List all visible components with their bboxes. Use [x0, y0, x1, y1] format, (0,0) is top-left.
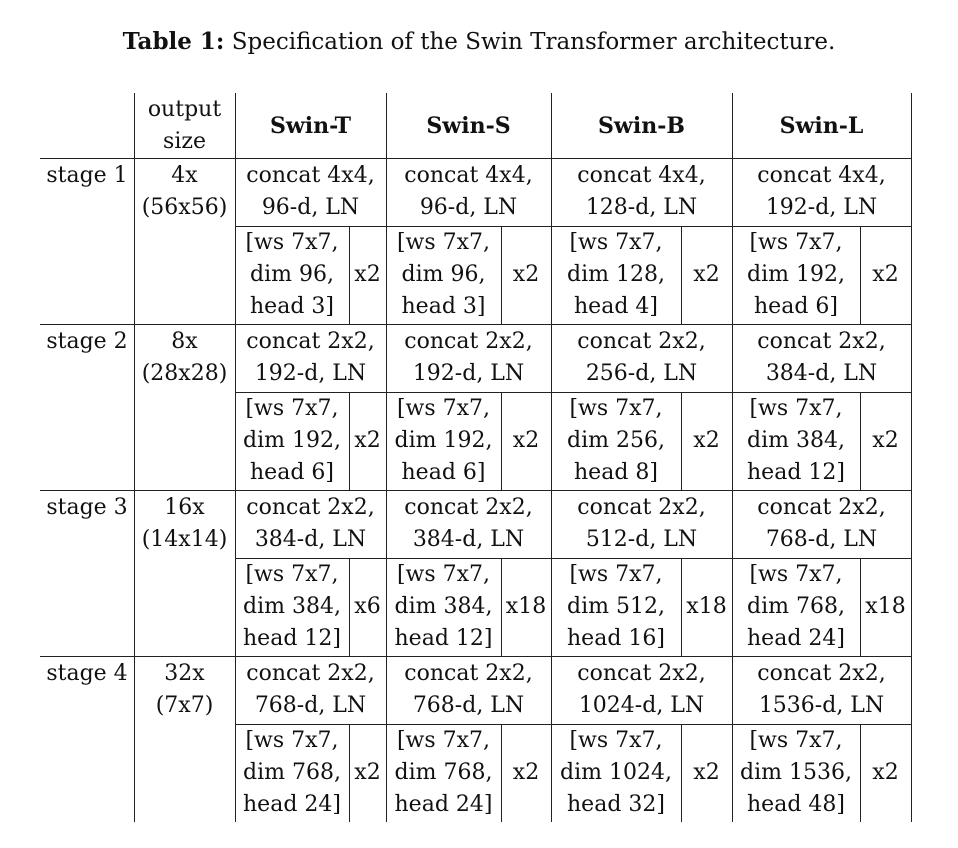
block-repetition — [501, 226, 551, 324]
swin-block-config-line: head 32] — [567, 792, 665, 817]
swin-block-config-line: dim 1024, — [560, 760, 672, 785]
swin-block-config-line: dim 1536, — [740, 760, 852, 785]
patch-merging-cell — [732, 324, 911, 392]
block-repetition-line: x2 — [354, 760, 381, 785]
caption-text: Specification of the Swin Transformer architecture. — [231, 29, 836, 55]
swin-block-config-line: dim 256, — [567, 428, 665, 453]
swin-block-config-line: dim 128, — [567, 262, 665, 287]
repetition-divider — [349, 392, 350, 490]
swin-block-config-line: head 12] — [747, 460, 845, 485]
block-repetition-line: x18 — [686, 594, 727, 619]
block-repetition-line: x18 — [505, 594, 547, 619]
swin-block-config-line: [ws 7x7, — [245, 396, 339, 421]
swin-block-config-line: head 8] — [574, 460, 658, 485]
swin-block-config-line: head 3] — [250, 294, 334, 319]
repetition-divider — [501, 724, 502, 822]
caption-label: Table 1: — [122, 28, 225, 55]
patch-merging-cell-line: concat 2x2, — [577, 661, 706, 686]
swin-block-config-line: [ws 7x7, — [749, 396, 843, 421]
patch-merging-cell-line: concat 2x2, — [404, 661, 533, 686]
patch-merging-cell — [551, 158, 732, 226]
swin-block-config-line: dim 768, — [394, 760, 493, 785]
block-repetition-line: x2 — [693, 760, 720, 785]
header-swin-t — [235, 93, 386, 158]
stage-output-size-line: 8x — [171, 329, 198, 354]
swin-block-config-line: dim 384, — [747, 428, 845, 453]
stage-output-size-line: 4x — [171, 163, 198, 188]
swin-block-config-line: [ws 7x7, — [245, 230, 339, 255]
stage-label-line: stage 4 — [46, 661, 128, 686]
column-rule — [134, 93, 135, 822]
stage-output-size — [134, 490, 235, 656]
block-repetition — [860, 392, 911, 490]
header-output-size-line: output — [147, 96, 222, 122]
repetition-divider — [860, 392, 861, 490]
header-output-size — [134, 93, 235, 158]
patch-merging-cell-line: concat 2x2, — [577, 329, 706, 354]
block-repetition-line: x2 — [354, 428, 381, 453]
stage-output-size — [134, 656, 235, 822]
patch-merging-cell-line: 384-d, LN — [254, 527, 367, 552]
swin-block-config-line: head 6] — [250, 460, 334, 485]
block-repetition — [349, 724, 386, 822]
swin-block-config-line: [ws 7x7, — [569, 562, 663, 587]
swin-block-config-line: head 24] — [243, 792, 341, 817]
swin-block-config-line: head 6] — [754, 294, 838, 319]
patch-merging-cell-line: 96-d, LN — [261, 195, 360, 220]
stage-label-line: stage 1 — [46, 163, 128, 188]
swin-block-config-line: dim 96, — [250, 262, 334, 287]
stage-output-size-line: 32x — [164, 661, 205, 686]
patch-merging-cell-line: 768-d, LN — [412, 693, 525, 718]
repetition-divider — [681, 392, 682, 490]
swin-block-config-line: [ws 7x7, — [245, 728, 339, 753]
column-rule — [911, 93, 912, 822]
stage-label — [40, 158, 134, 324]
patch-merging-cell-line: 192-d, LN — [765, 195, 878, 220]
repetition-divider — [860, 558, 861, 656]
patch-merging-cell — [386, 324, 551, 392]
patch-merging-cell-line: 96-d, LN — [419, 195, 518, 220]
swin-block-config-line: dim 768, — [243, 760, 341, 785]
swin-block-config-line: head 12] — [394, 626, 493, 651]
stage-rule — [40, 158, 911, 159]
block-repetition — [349, 226, 386, 324]
swin-block-config-line: head 6] — [401, 460, 486, 485]
repetition-divider — [349, 724, 350, 822]
patch-merging-cell-line: 192-d, LN — [412, 361, 525, 386]
repetition-divider — [681, 226, 682, 324]
block-repetition-line: x6 — [354, 594, 381, 619]
patch-merging-cell-line: concat 4x4, — [577, 163, 706, 188]
merge-rule — [235, 558, 911, 559]
stage-label — [40, 656, 134, 822]
repetition-divider — [501, 392, 502, 490]
block-repetition — [860, 226, 911, 324]
patch-merging-cell — [386, 656, 551, 724]
patch-merging-cell-line: 192-d, LN — [254, 361, 367, 386]
swin-block-config-line: dim 96, — [401, 262, 486, 287]
swin-block-config-line: head 16] — [567, 626, 665, 651]
block-repetition-line: x2 — [693, 262, 720, 287]
column-rule — [551, 93, 552, 822]
swin-block-config-line: head 24] — [394, 792, 493, 817]
stage-output-size-line: (7x7) — [155, 693, 214, 718]
block-repetition-line: x2 — [693, 428, 720, 453]
patch-merging-cell-line: concat 2x2, — [246, 495, 375, 520]
merge-rule — [235, 226, 911, 227]
merge-rule — [235, 724, 911, 725]
swin-block-config-line: dim 384, — [394, 594, 493, 619]
swin-block-config-line: dim 192, — [243, 428, 341, 453]
stage-output-size-line: (28x28) — [141, 361, 228, 386]
block-repetition — [349, 558, 386, 656]
block-repetition-line: x18 — [865, 594, 906, 619]
swin-block-config — [732, 392, 860, 490]
header-swin-l-line: Swin-L — [779, 112, 864, 139]
block-repetition-line: x2 — [512, 428, 540, 453]
column-rule — [386, 93, 387, 822]
patch-merging-cell-line: 384-d, LN — [765, 361, 878, 386]
block-repetition — [860, 724, 911, 822]
swin-block-config-line: [ws 7x7, — [569, 728, 663, 753]
swin-block-config-line: head 3] — [401, 294, 486, 319]
patch-merging-cell-line: 768-d, LN — [254, 693, 367, 718]
block-repetition — [681, 392, 732, 490]
repetition-divider — [501, 558, 502, 656]
patch-merging-cell — [235, 656, 386, 724]
column-rule — [732, 93, 733, 822]
block-repetition-line: x2 — [872, 262, 899, 287]
stage-output-size-line: (14x14) — [141, 527, 228, 552]
column-rule — [235, 93, 236, 822]
swin-block-config-line: [ws 7x7, — [396, 562, 491, 587]
swin-block-config — [551, 392, 681, 490]
stage-label — [40, 490, 134, 656]
patch-merging-cell-line: 1024-d, LN — [578, 693, 705, 718]
swin-block-config-line: [ws 7x7, — [396, 230, 491, 255]
patch-merging-cell — [551, 490, 732, 558]
block-repetition-line: x2 — [354, 262, 381, 287]
swin-block-config — [732, 226, 860, 324]
swin-block-config-line: dim 768, — [747, 594, 845, 619]
patch-merging-cell-line: concat 2x2, — [757, 329, 886, 354]
patch-merging-cell-line: 256-d, LN — [585, 361, 698, 386]
repetition-divider — [349, 226, 350, 324]
patch-merging-cell — [551, 656, 732, 724]
patch-merging-cell-line: concat 4x4, — [757, 163, 886, 188]
repetition-divider — [349, 558, 350, 656]
block-repetition — [860, 558, 911, 656]
patch-merging-cell-line: 768-d, LN — [765, 527, 878, 552]
merge-rule — [235, 392, 911, 393]
stage-label — [40, 324, 134, 490]
swin-block-config-line: dim 384, — [243, 594, 341, 619]
repetition-divider — [501, 226, 502, 324]
patch-merging-cell-line: 1536-d, LN — [758, 693, 885, 718]
swin-block-config-line: dim 512, — [567, 594, 665, 619]
swin-block-config — [732, 724, 860, 822]
patch-merging-cell — [551, 324, 732, 392]
header-swin-b-line: Swin-B — [598, 112, 685, 139]
swin-block-config-line: [ws 7x7, — [396, 396, 491, 421]
block-repetition-line: x2 — [872, 428, 899, 453]
repetition-divider — [681, 724, 682, 822]
patch-merging-cell — [235, 324, 386, 392]
patch-merging-cell — [732, 158, 911, 226]
swin-block-config-line: [ws 7x7, — [749, 728, 843, 753]
header-swin-t-line: Swin-T — [269, 112, 352, 139]
repetition-divider — [860, 724, 861, 822]
swin-block-config — [386, 558, 501, 656]
stage-output-size — [134, 158, 235, 324]
patch-merging-cell-line: concat 2x2, — [404, 329, 533, 354]
block-repetition — [681, 226, 732, 324]
patch-merging-cell — [732, 656, 911, 724]
block-repetition — [349, 392, 386, 490]
swin-block-config-line: [ws 7x7, — [749, 230, 843, 255]
repetition-divider — [860, 226, 861, 324]
swin-block-config-line: head 4] — [574, 294, 658, 319]
swin-block-config-line: head 48] — [747, 792, 845, 817]
block-repetition — [501, 558, 551, 656]
stage-output-size — [134, 324, 235, 490]
swin-block-config — [551, 724, 681, 822]
swin-block-config — [732, 558, 860, 656]
patch-merging-cell-line: concat 2x2, — [246, 661, 375, 686]
stage-label-line: stage 2 — [46, 329, 128, 354]
patch-merging-cell-line: 384-d, LN — [412, 527, 525, 552]
header-swin-s-line: Swin-S — [426, 112, 511, 139]
patch-merging-cell-line: concat 2x2, — [404, 495, 533, 520]
patch-merging-cell-line: 128-d, LN — [585, 195, 698, 220]
header-swin-s — [386, 93, 551, 158]
swin-block-config-line: head 12] — [243, 626, 341, 651]
swin-block-config — [551, 226, 681, 324]
stage-output-size-line: (56x56) — [141, 195, 228, 220]
patch-merging-cell-line: concat 4x4, — [404, 163, 533, 188]
block-repetition — [501, 724, 551, 822]
patch-merging-cell-line: 512-d, LN — [585, 527, 698, 552]
patch-merging-cell-line: concat 2x2, — [757, 661, 886, 686]
patch-merging-cell — [235, 158, 386, 226]
swin-block-config — [386, 392, 501, 490]
block-repetition — [501, 392, 551, 490]
block-repetition-line: x2 — [872, 760, 899, 785]
patch-merging-cell-line: concat 2x2, — [246, 329, 375, 354]
patch-merging-cell-line: concat 4x4, — [246, 163, 375, 188]
swin-block-config — [235, 724, 349, 822]
swin-block-config-line: [ws 7x7, — [749, 562, 843, 587]
swin-block-config — [386, 226, 501, 324]
block-repetition-line: x2 — [512, 262, 540, 287]
swin-block-config — [235, 558, 349, 656]
patch-merging-cell — [235, 490, 386, 558]
swin-block-config-line: [ws 7x7, — [245, 562, 339, 587]
patch-merging-cell — [732, 490, 911, 558]
swin-block-config-line: dim 192, — [394, 428, 493, 453]
header-swin-l — [732, 93, 911, 158]
swin-block-config-line: [ws 7x7, — [569, 396, 663, 421]
header-swin-b — [551, 93, 732, 158]
stage-rule — [40, 490, 911, 491]
swin-block-config — [386, 724, 501, 822]
header-output-size-line: size — [163, 128, 206, 154]
swin-block-config-line: head 24] — [747, 626, 845, 651]
block-repetition-line: x2 — [512, 760, 540, 785]
swin-block-config — [235, 226, 349, 324]
block-repetition — [681, 724, 732, 822]
swin-block-config — [235, 392, 349, 490]
swin-block-config — [551, 558, 681, 656]
swin-block-config-line: dim 192, — [747, 262, 845, 287]
patch-merging-cell — [386, 158, 551, 226]
repetition-divider — [681, 558, 682, 656]
patch-merging-cell-line: concat 2x2, — [757, 495, 886, 520]
stage-output-size-line: 16x — [164, 495, 205, 520]
block-repetition — [681, 558, 732, 656]
stage-rule — [40, 324, 911, 325]
swin-block-config-line: [ws 7x7, — [396, 728, 491, 753]
stage-rule — [40, 656, 911, 657]
swin-block-config-line: [ws 7x7, — [569, 230, 663, 255]
patch-merging-cell-line: concat 2x2, — [577, 495, 706, 520]
stage-label-line: stage 3 — [46, 495, 128, 520]
patch-merging-cell — [386, 490, 551, 558]
